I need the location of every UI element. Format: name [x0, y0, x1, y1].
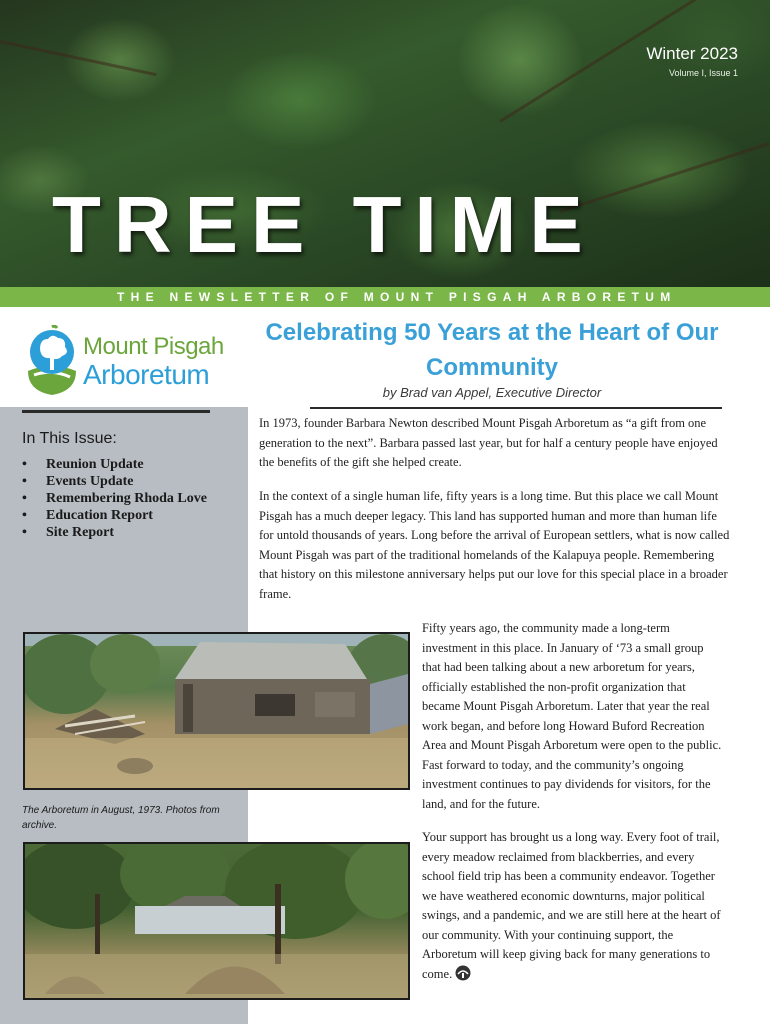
contents-item-remembering-rhoda-love[interactable]: • Remembering Rhoda Love [22, 490, 207, 507]
contents-item-education-report[interactable]: • Education Report [22, 507, 207, 524]
article-paragraph-text: Your support has brought us a long way. Every foot of trail, every meadow reclaimed from blackberries, and every school field trip has been a community endeavor. Together we have weathered economic downturns, major political swings, and a pandemic, and we are still here at the heart of our community. With your continuing support, the Arboretum will keep giving back for many generations to come. [422, 830, 721, 981]
photo-caption: The Arboretum in August, 1973. Photos from archive. [22, 805, 220, 831]
logo-text-arboretum: Arboretum [83, 359, 210, 390]
grove-photo [23, 842, 410, 1000]
arboretum-logo-icon [24, 325, 80, 397]
contents-item-reunion-update[interactable]: • Reunion Update [22, 456, 207, 473]
article-paragraph-final [422, 828, 727, 984]
issue-volume: Volume I, Issue 1 [668, 68, 738, 78]
in-this-issue-list [22, 456, 207, 541]
in-this-issue-heading: In This Issue: [22, 430, 117, 447]
article-divider [310, 407, 722, 409]
barn-photo-illustration [25, 634, 408, 788]
newsletter-title: TREE TIME [52, 180, 596, 269]
end-mark-icon [454, 965, 472, 981]
article-byline: by Brad van Appel, Executive Director [382, 385, 602, 400]
issue-season: Winter 2023 [646, 44, 738, 63]
masthead-photo [0, 0, 770, 287]
sidebar-divider [22, 410, 210, 413]
grove-photo-illustration [25, 844, 408, 998]
article-paragraph: Fifty years ago, the community made a long-term investment in this place. In January of ‘73 a small group that had been talking about a new arboretum for years, officially established the non-profit organization that became Mount Pisgah Arboretum. Later that year the real work began, and before long Howard Buford Recreation Area and Mount Pisgah Arboretum were open to the public. Fast forward to today, and the community’s ongoing investment continues to pay dividends for visitors, for the land, and for the future. [422, 621, 722, 811]
barn-photo [23, 632, 410, 790]
newsletter-subtitle: THE NEWSLETTER OF MOUNT PISGAH ARBORETUM [0, 287, 770, 307]
logo-text-mount-pisgah: Mount Pisgah [83, 333, 224, 360]
article-paragraph: In the context of a single human life, fifty years is a long time. But this place we call Mount Pisgah has a much deeper legacy. This land has supported human and more than human life for untold thousands of years. Long before the arrival of European settlers, what is now called Mount Pisgah was part of the traditional homelands of the Kalapuya people. Remembering that history on this milestone anniversary helps put our love for this special place in a broader frame. [259, 489, 730, 601]
article-paragraph: In 1973, founder Barbara Newton described Mount Pisgah Arboretum as “a gift from one generation to the next”. Barbara passed last year, but for half a century people have enjoyed the benefits of the gift she helped create. [259, 416, 718, 469]
article-headline: Celebrating 50 Years at the Heart of Our Community [265, 319, 719, 381]
branch-decoration [0, 40, 157, 76]
contents-item-events-update[interactable]: • Events Update [22, 473, 207, 490]
contents-item-site-report[interactable]: • Site Report [22, 524, 207, 541]
